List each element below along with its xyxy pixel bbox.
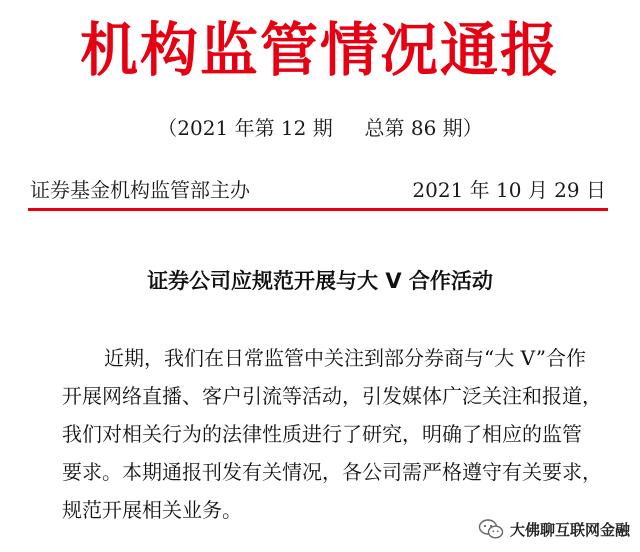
article-title: 证券公司应规范开展与大 V 合作活动 [147,269,493,293]
red-divider [28,208,608,211]
source-watermark [478,514,630,544]
issue-number: （2021 年第 12 期 总第 86 期） [157,116,483,140]
organizer-name: 证券基金机构监管部主办 [30,178,250,202]
wechat-icon [478,518,504,540]
watermark-text: 大佛聊互联网金融 [509,520,630,539]
body-line: 要求。本期通报刊发有关情况，各公司需严格遵守有关要求， [62,460,602,484]
body-line: 近期，我们在日常监管中关注到部分券商与“大 V”合作 [104,346,586,370]
publication-date: 2021 年 10 月 29 日 [412,178,606,202]
organizer-row [30,174,606,206]
article-body [62,339,614,529]
body-line: 我们对相关行为的法律性质进行了研究，明确了相应的监管 [62,422,582,446]
body-line: 规范开展相关业务。 [62,498,242,522]
body-line: 开展网络直播、客户引流等活动，引发媒体广泛关注和报道， [62,384,602,408]
masthead-title: 机构监管情况通报 [79,16,560,84]
